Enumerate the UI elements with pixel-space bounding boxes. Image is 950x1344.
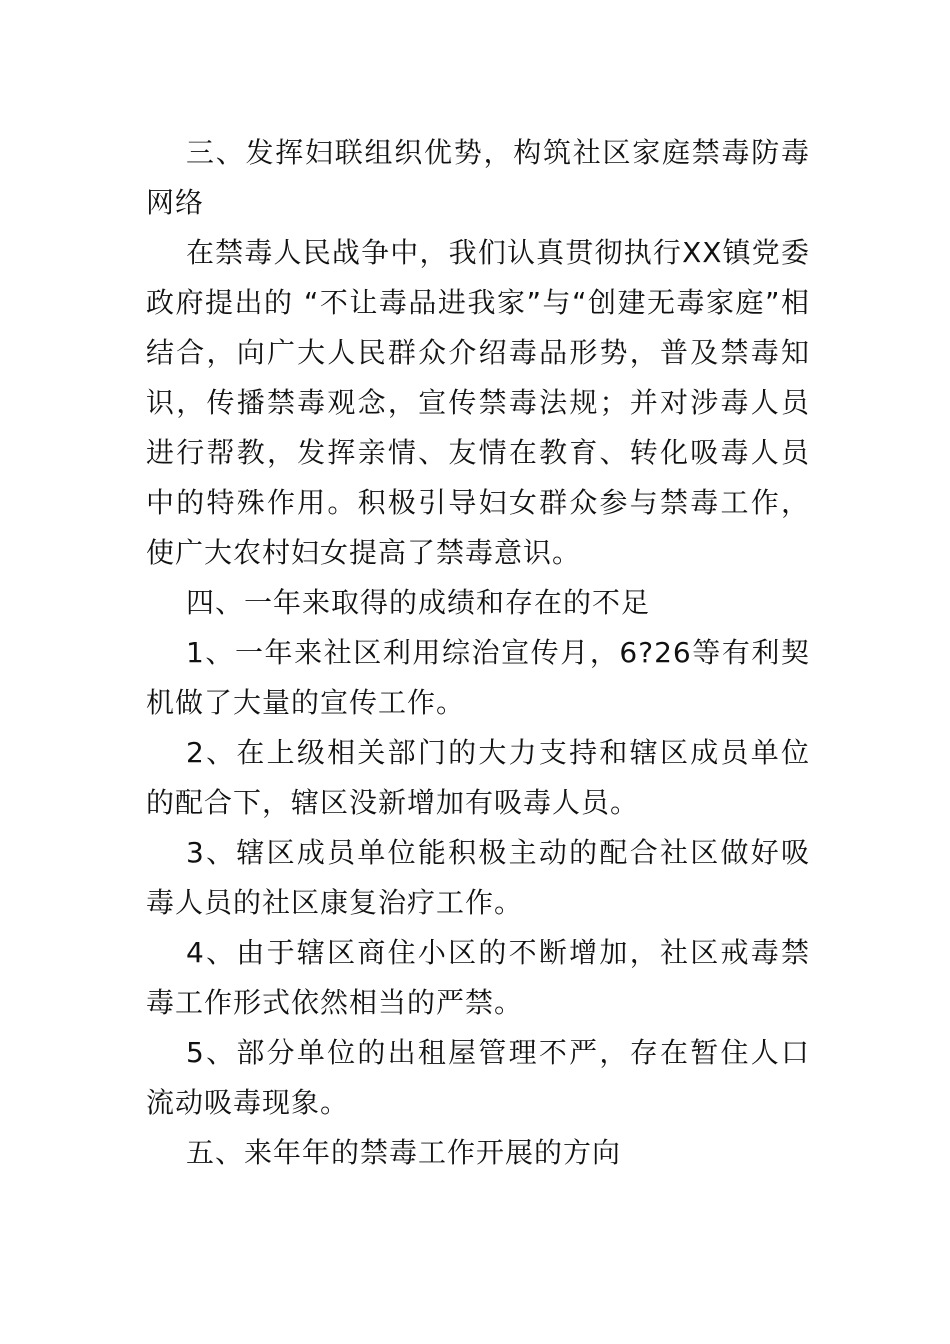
section-heading-4: 四、一年来取得的成绩和存在的不足 [186, 586, 651, 619]
list-item-2: 2、在上级相关部门的大力支持和辖区成员单位的配合下，辖区没新增加有吸毒人员。 [146, 736, 810, 819]
document-body [146, 128, 810, 1178]
body-paragraph: 在禁毒人民战争中，我们认真贯彻执行XX镇党委政府提出的 “不让毒品进我家”与“创建无毒家庭”相结合，向广大人民群众介绍毒品形势，普及禁毒知识，传播禁毒观念，宣传禁毒法规；并对涉毒人员进行帮教，发挥亲情、友情在教育、转化吸毒人员中的特殊作用。积极引导妇女群众参与禁毒工作，使广大农村妇女提高了禁毒意识。 [146, 236, 810, 569]
section-heading-3: 三、发挥妇联组织优势，构筑社区家庭禁毒防毒网络 [146, 136, 810, 219]
list-item-3: 3、辖区成员单位能积极主动的配合社区做好吸毒人员的社区康复治疗工作。 [146, 836, 810, 919]
list-item-5: 5、部分单位的出租屋管理不严，存在暂住人口流动吸毒现象。 [146, 1036, 810, 1119]
list-item-4: 4、由于辖区商住小区的不断增加，社区戒毒禁毒工作形式依然相当的严禁。 [146, 936, 810, 1019]
section-heading-5: 五、来年年的禁毒工作开展的方向 [186, 1136, 622, 1169]
list-item-1: 1、一年来社区利用综治宣传月，6?26等有利契机做了大量的宣传工作。 [146, 636, 810, 719]
